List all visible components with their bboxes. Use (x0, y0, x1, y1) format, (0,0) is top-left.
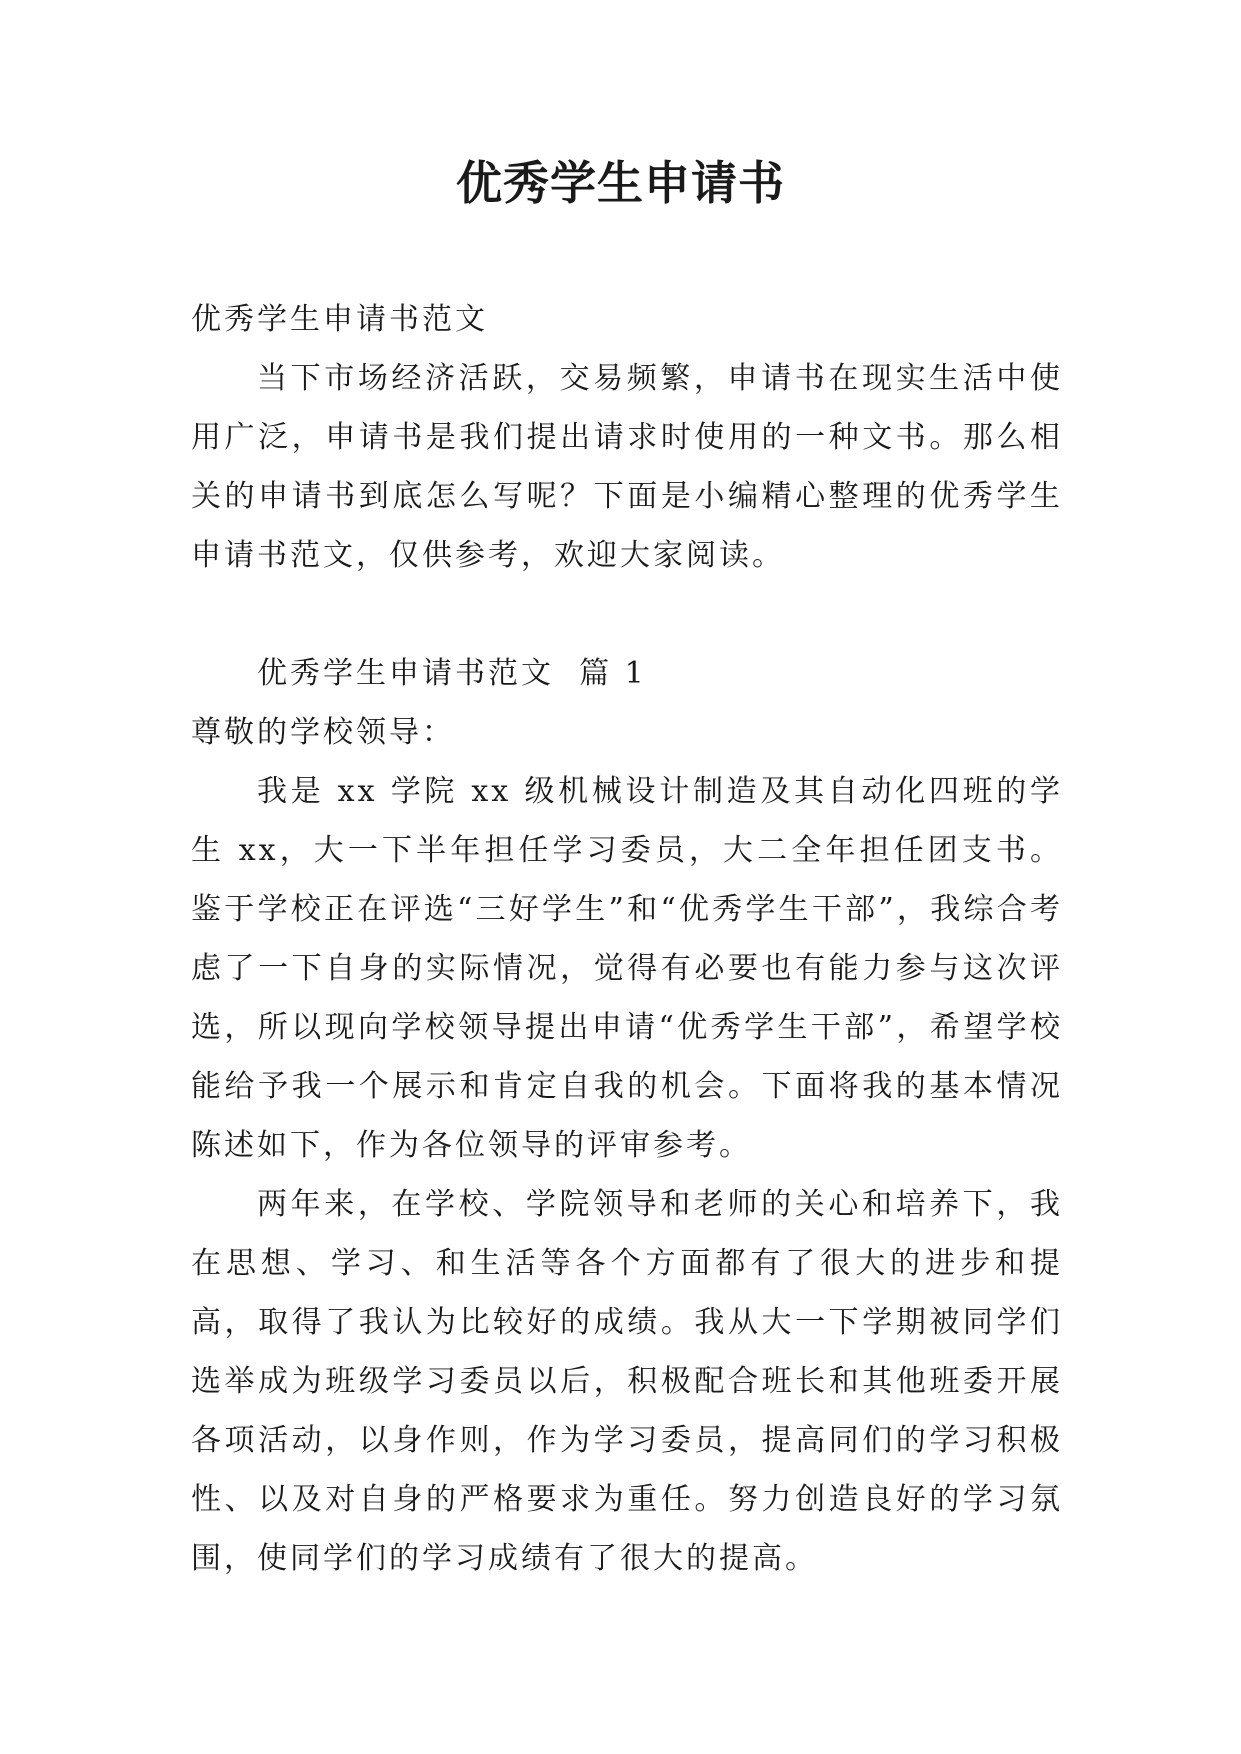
document-subtitle: 优秀学生申请书范文 (191, 302, 488, 337)
document-body (191, 290, 1063, 1588)
body-paragraph-2: 两年来，在学校、学院领导和老师的关心和培养下，我在思想、学习、和生活等各个方面都有了很大的进步和提高，取得了我认为比较好的成绩。我从大一下学期被同学们选举成为班级学习委员以后，积极配合班长和其他班委开展各项活动，以身作则，作为学习委员，提高同们的学习积极性、以及对自身的严格要求为重任。努力创造良好的学习氛围，使同学们的学习成绩有了很大的提高。 (191, 1187, 1063, 1576)
salutation: 尊敬的学校领导： (191, 715, 455, 750)
intro-paragraph: 当下市场经济活跃，交易频繁，申请书在现实生活中使用广泛，申请书是我们提出请求时使用的一种文书。那么相关的申请书到底怎么写呢？下面是小编精心整理的优秀学生申请书范文，仅供参考，欢迎大家阅读。 (191, 361, 1063, 573)
section-heading: 优秀学生申请书范文 篇 1 (257, 656, 647, 691)
body-paragraph-1: 我是 xx 学院 xx 级机械设计制造及其自动化四班的学生 xx，大一下半年担任学习委员，大二全年担任团支书。鉴于学校正在评选“三好学生”和“优秀学生干部”，我综合考虑了一下自身的实际情况，觉得有必要也有能力参与这次评选，所以现向学校领导提出申请“优秀学生干部”，希望学校能给予我一个展示和肯定自我的机会。下面将我的基本情况陈述如下，作为各位领导的评审参考。 (191, 774, 1063, 1163)
paragraph-gap (191, 585, 1063, 644)
document-title: 优秀学生申请书 (456, 156, 785, 210)
